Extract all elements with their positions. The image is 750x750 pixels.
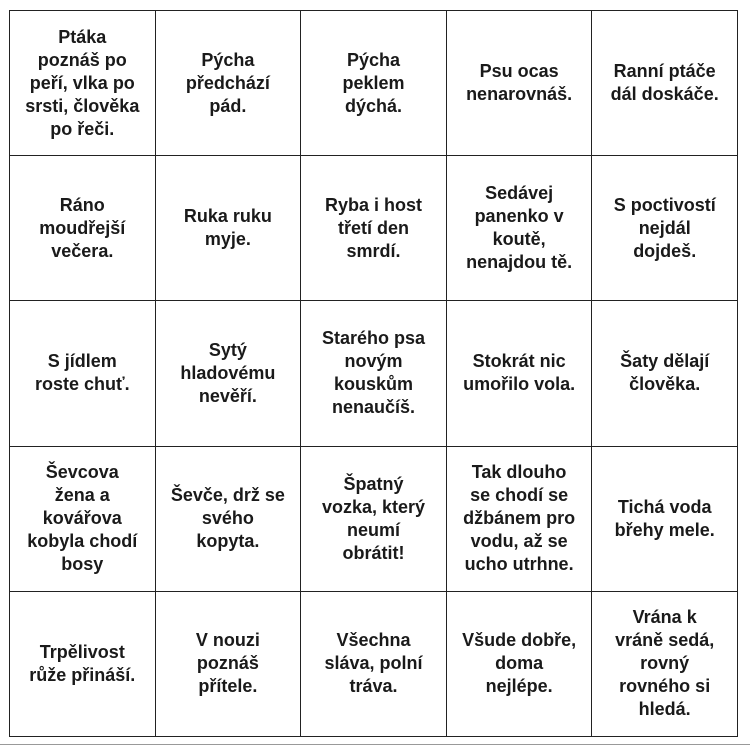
grid-cell: Ševče, drž se svého kopyta. [156, 447, 302, 592]
grid-cell: Ráno moudřejší večera. [10, 156, 156, 301]
grid-cell: Pýcha předchází pád. [156, 11, 302, 156]
grid-cell: Tak dlouho se chodí se džbánem pro vodu, až se ucho utrhne. [447, 447, 593, 592]
bottom-divider [0, 744, 750, 745]
grid-cell: Všude dobře, doma nejlépe. [447, 592, 593, 737]
grid-cell: Špatný vozka, který neumí obrátit! [301, 447, 447, 592]
grid-cell: Pýcha peklem dýchá. [301, 11, 447, 156]
grid-cell: S jídlem roste chuť. [10, 301, 156, 446]
grid-cell: Sedávej panenko v koutě, nenajdou tě. [447, 156, 593, 301]
grid-cell: Vrána k vráně sedá, rovný rovného si hledá. [592, 592, 738, 737]
grid-cell: Psu ocas nenarovnáš. [447, 11, 593, 156]
grid-cell: V nouzi poznáš přítele. [156, 592, 302, 737]
grid-cell: Ranní ptáče dál doskáče. [592, 11, 738, 156]
grid-cell: Sytý hladovému nevěří. [156, 301, 302, 446]
proverb-bingo-grid [9, 10, 738, 737]
grid-cell: Ryba i host třetí den smrdí. [301, 156, 447, 301]
grid-cell: Ptáka poznáš po peří, vlka po srsti, člověka po řeči. [10, 11, 156, 156]
grid-cell: Trpělivost růže přináší. [10, 592, 156, 737]
grid-cell: S poctivostí nejdál dojdeš. [592, 156, 738, 301]
grid-cell: Všechna sláva, polní tráva. [301, 592, 447, 737]
grid-cell: Ruka ruku myje. [156, 156, 302, 301]
grid-cell: Stokrát nic umořilo vola. [447, 301, 593, 446]
grid-cell: Starého psa novým kouskům nenaučíš. [301, 301, 447, 446]
grid-cell: Šaty dělají člověka. [592, 301, 738, 446]
grid-cell: Ševcova žena a kovářova kobyla chodí bosy [10, 447, 156, 592]
grid-cell: Tichá voda břehy mele. [592, 447, 738, 592]
